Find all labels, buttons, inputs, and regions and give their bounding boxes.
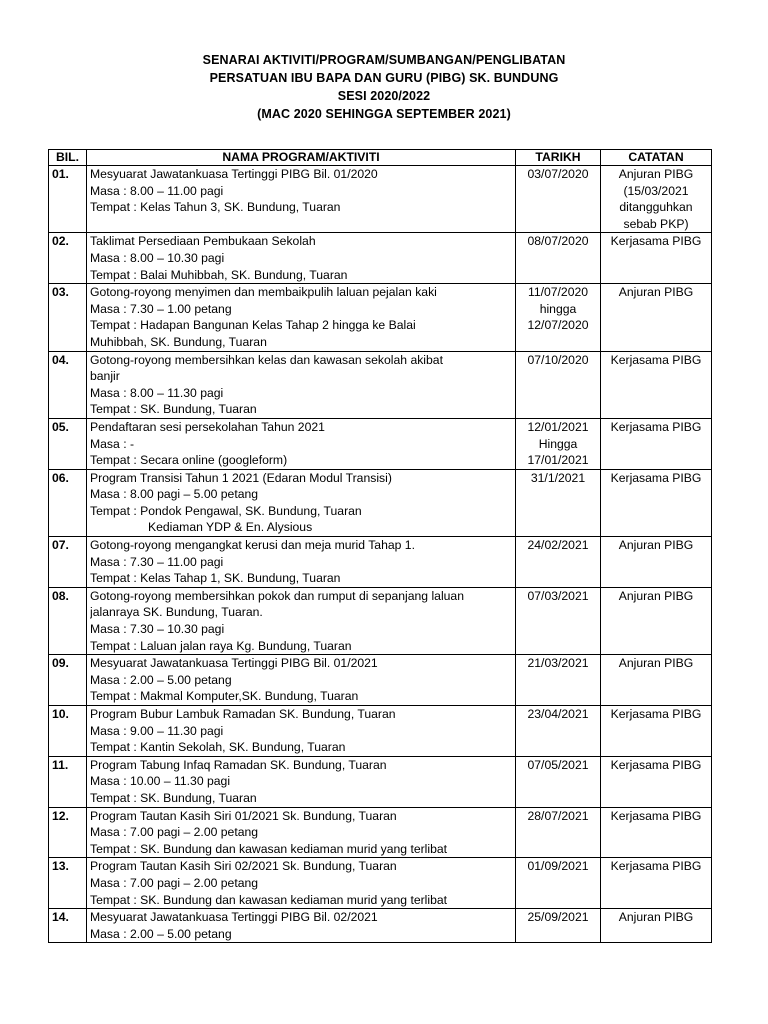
row-number: 11. <box>49 756 87 807</box>
row-number: 03. <box>49 284 87 351</box>
program-cell <box>87 655 516 706</box>
date-cell <box>516 706 601 757</box>
program-cell <box>87 858 516 909</box>
row-number: 13. <box>49 858 87 909</box>
program-line: Muhibbah, SK. Bundung, Tuaran <box>90 334 267 349</box>
table-row <box>49 233 712 284</box>
note-line: sebab PKP) <box>623 216 689 231</box>
program-line: Masa : 2.00 – 5.00 petang <box>90 926 232 941</box>
program-cell <box>87 166 516 233</box>
date-cell <box>516 166 601 233</box>
program-line: Tempat : Secara online (googleform) <box>90 453 288 468</box>
program-line: Masa : 10.00 – 11.30 pagi <box>90 774 231 789</box>
date-line: 07/03/2021 <box>527 588 589 603</box>
date-line: Hingga <box>538 436 578 451</box>
date-cell <box>516 858 601 909</box>
date-line: 07/10/2020 <box>527 352 589 367</box>
date-cell <box>516 284 601 351</box>
program-line: Mesyuarat Jawatankuasa Tertinggi PIBG Bil. 01/2020 <box>90 167 378 181</box>
date-line: hingga <box>539 301 577 316</box>
date-line: 11/07/2020 <box>527 285 589 300</box>
note-cell <box>601 706 712 757</box>
row-number: 07. <box>49 537 87 588</box>
table-row <box>49 706 712 757</box>
table-row <box>49 284 712 351</box>
program-line: Masa : 7.30 – 11.00 pagi <box>90 554 224 569</box>
date-cell <box>516 655 601 706</box>
program-line: Tempat : Kantin Sekolah, SK. Bundung, Tuaran <box>90 740 346 755</box>
table-row <box>49 587 712 654</box>
activity-table <box>48 149 712 943</box>
program-cell <box>87 469 516 536</box>
program-line: Program Transisi Tahun 1 2021 (Edaran Modul Transisi) <box>90 470 392 485</box>
header-catatan: CATATAN <box>601 150 712 166</box>
program-line: Masa : 2.00 – 5.00 petang <box>90 672 232 687</box>
table-row <box>49 909 712 943</box>
note-line: Anjuran PIBG <box>618 285 694 300</box>
date-line: 03/07/2020 <box>527 167 589 181</box>
title-line-3: SESI 2020/2022 <box>337 89 431 103</box>
program-line: Tempat : Kelas Tahap 1, SK. Bundung, Tuaran <box>90 571 341 586</box>
program-line: Masa : 8.00 – 11.30 pagi <box>90 385 224 400</box>
program-line: Gotong-royong mengangkat kerusi dan meja murid Tahap 1. <box>90 538 415 553</box>
program-line: Program Tautan Kasih Siri 01/2021 Sk. Bundung, Tuaran <box>90 808 397 823</box>
date-cell <box>516 537 601 588</box>
date-cell <box>516 233 601 284</box>
table-row <box>49 418 712 469</box>
row-number: 05. <box>49 418 87 469</box>
program-line: Masa : 7.00 pagi – 2.00 petang <box>90 875 259 890</box>
note-line: (15/03/2021 <box>623 183 689 198</box>
row-number: 14. <box>49 909 87 943</box>
date-line: 08/07/2020 <box>527 234 589 249</box>
program-line: banjir <box>90 369 120 384</box>
table-row <box>49 756 712 807</box>
date-cell <box>516 469 601 536</box>
program-cell <box>87 351 516 418</box>
note-cell <box>601 655 712 706</box>
program-line: Masa : - <box>90 436 135 451</box>
table-row <box>49 469 712 536</box>
program-line: Masa : 8.00 – 11.00 pagi <box>90 183 224 198</box>
note-line: Anjuran PIBG <box>618 538 694 553</box>
title-line-2: PERSATUAN IBU BAPA DAN GURU (PIBG) SK. BUNDUNG <box>209 71 559 85</box>
program-line: Tempat : SK. Bundung dan kawasan kediaman murid yang terlibat <box>90 892 448 907</box>
note-line: ditangguhkan <box>619 200 693 215</box>
date-cell <box>516 587 601 654</box>
note-cell <box>601 858 712 909</box>
program-line: Pendaftaran sesi persekolahan Tahun 2021 <box>90 419 325 434</box>
program-cell <box>87 706 516 757</box>
note-line: Kerjasama PIBG <box>610 757 702 772</box>
note-line: Kerjasama PIBG <box>610 859 702 874</box>
program-cell <box>87 587 516 654</box>
program-cell <box>87 284 516 351</box>
program-line: Tempat : SK. Bundung, Tuaran <box>90 402 257 417</box>
table-row <box>49 166 712 233</box>
note-cell <box>601 351 712 418</box>
row-number: 02. <box>49 233 87 284</box>
row-number: 10. <box>49 706 87 757</box>
note-line: Anjuran PIBG <box>618 910 694 925</box>
program-line: jalanraya SK. Bundung, Tuaran. <box>90 605 263 620</box>
program-line: Program Bubur Lambuk Ramadan SK. Bundung, Tuaran <box>90 707 396 721</box>
note-cell <box>601 284 712 351</box>
note-cell <box>601 418 712 469</box>
row-number: 01. <box>49 166 87 233</box>
title-line-1: SENARAI AKTIVITI/PROGRAM/SUMBANGAN/PENGLIBATAN <box>202 53 566 67</box>
row-number: 12. <box>49 807 87 858</box>
program-line: Taklimat Persediaan Pembukaan Sekolah <box>90 234 316 249</box>
row-number: 06. <box>49 469 87 536</box>
table-row <box>49 351 712 418</box>
program-line: Masa : 7.00 pagi – 2.00 petang <box>90 825 259 840</box>
program-line: Tempat : SK. Bundung, Tuaran <box>90 790 257 805</box>
note-cell <box>601 909 712 943</box>
table-row <box>49 537 712 588</box>
program-cell <box>87 537 516 588</box>
note-line: Kerjasama PIBG <box>610 470 702 485</box>
note-line: Anjuran PIBG <box>618 588 694 603</box>
program-line: Tempat : Makmal Komputer,SK. Bundung, Tuaran <box>90 689 359 704</box>
program-cell <box>87 233 516 284</box>
program-line: Tempat : Balai Muhibbah, SK. Bundung, Tuaran <box>90 267 348 282</box>
program-line: Masa : 9.00 – 11.30 pagi <box>90 723 224 738</box>
note-cell <box>601 587 712 654</box>
note-cell <box>601 233 712 284</box>
document-title <box>0 51 768 123</box>
program-line: Tempat : Hadapan Bangunan Kelas Tahap 2 hingga ke Balai <box>90 318 416 333</box>
date-line: 23/04/2021 <box>527 707 589 721</box>
note-cell <box>601 537 712 588</box>
program-cell <box>87 418 516 469</box>
date-cell <box>516 351 601 418</box>
note-cell <box>601 807 712 858</box>
date-cell <box>516 418 601 469</box>
table-body <box>49 166 712 943</box>
program-line: Masa : 8.00 pagi – 5.00 petang <box>90 487 259 502</box>
title-line-4: (MAC 2020 SEHINGGA SEPTEMBER 2021) <box>257 107 511 121</box>
program-line: Masa : 8.00 – 10.30 pagi <box>90 250 225 265</box>
date-line: 21/03/2021 <box>527 656 589 671</box>
date-cell <box>516 756 601 807</box>
date-line: 07/05/2021 <box>527 757 589 772</box>
date-line: 17/01/2021 <box>527 453 589 468</box>
header-tarikh: TARIKH <box>516 150 601 166</box>
header-nama: NAMA PROGRAM/AKTIVITI <box>87 150 516 166</box>
row-number: 04. <box>49 351 87 418</box>
table-row <box>49 807 712 858</box>
program-line: Tempat : Pondok Pengawal, SK. Bundung, Tuaran <box>90 503 362 518</box>
program-cell <box>87 909 516 943</box>
note-cell <box>601 756 712 807</box>
program-line: Program Tautan Kasih Siri 02/2021 Sk. Bundung, Tuaran <box>90 859 397 874</box>
table-row <box>49 858 712 909</box>
note-line: Kerjasama PIBG <box>610 234 702 249</box>
date-line: 28/07/2021 <box>527 808 589 823</box>
note-cell <box>601 166 712 233</box>
program-line: Tempat : Kelas Tahun 3, SK. Bundung, Tuaran <box>90 200 341 215</box>
note-line: Kerjasama PIBG <box>610 352 702 367</box>
date-line: 31/1/2021 <box>530 470 586 485</box>
program-line: Gotong-royong membersihkan pokok dan rumput di sepanjang laluan <box>90 588 464 603</box>
date-cell <box>516 909 601 943</box>
date-line: 24/02/2021 <box>527 538 589 553</box>
date-line: 25/09/2021 <box>527 910 589 925</box>
program-line: Program Tabung Infaq Ramadan SK. Bundung, Tuaran <box>90 757 387 772</box>
program-line: Gotong-royong membersihkan kelas dan kawasan sekolah akibat <box>90 352 443 367</box>
program-line-indented: Kediaman YDP & En. Alysious <box>148 520 313 535</box>
note-line: Kerjasama PIBG <box>610 419 702 434</box>
date-line: 01/09/2021 <box>527 859 589 874</box>
table-row <box>49 655 712 706</box>
row-number: 08. <box>49 587 87 654</box>
date-cell <box>516 807 601 858</box>
program-line: Mesyuarat Jawatankuasa Tertinggi PIBG Bil. 01/2021 <box>90 656 378 671</box>
note-line: Kerjasama PIBG <box>610 707 702 721</box>
row-number: 09. <box>49 655 87 706</box>
program-cell <box>87 756 516 807</box>
note-line: Kerjasama PIBG <box>610 808 702 823</box>
table-header-row <box>49 150 712 166</box>
program-line: Masa : 7.30 – 1.00 petang <box>90 301 232 316</box>
program-line: Masa : 7.30 – 10.30 pagi <box>90 622 225 637</box>
program-line: Tempat : Laluan jalan raya Kg. Bundung, Tuaran <box>90 638 352 653</box>
date-line: 12/07/2020 <box>527 318 589 333</box>
note-cell <box>601 469 712 536</box>
note-line: Anjuran PIBG <box>618 167 694 181</box>
header-bil: BIL. <box>49 150 87 166</box>
note-line: Anjuran PIBG <box>618 656 694 671</box>
program-line: Tempat : SK. Bundung dan kawasan kediaman murid yang terlibat <box>90 841 448 856</box>
program-line: Gotong-royong menyimen dan membaikpulih laluan pejalan kaki <box>90 285 437 300</box>
program-cell <box>87 807 516 858</box>
program-line: Mesyuarat Jawatankuasa Tertinggi PIBG Bil. 02/2021 <box>90 910 378 925</box>
date-line: 12/01/2021 <box>527 419 589 434</box>
